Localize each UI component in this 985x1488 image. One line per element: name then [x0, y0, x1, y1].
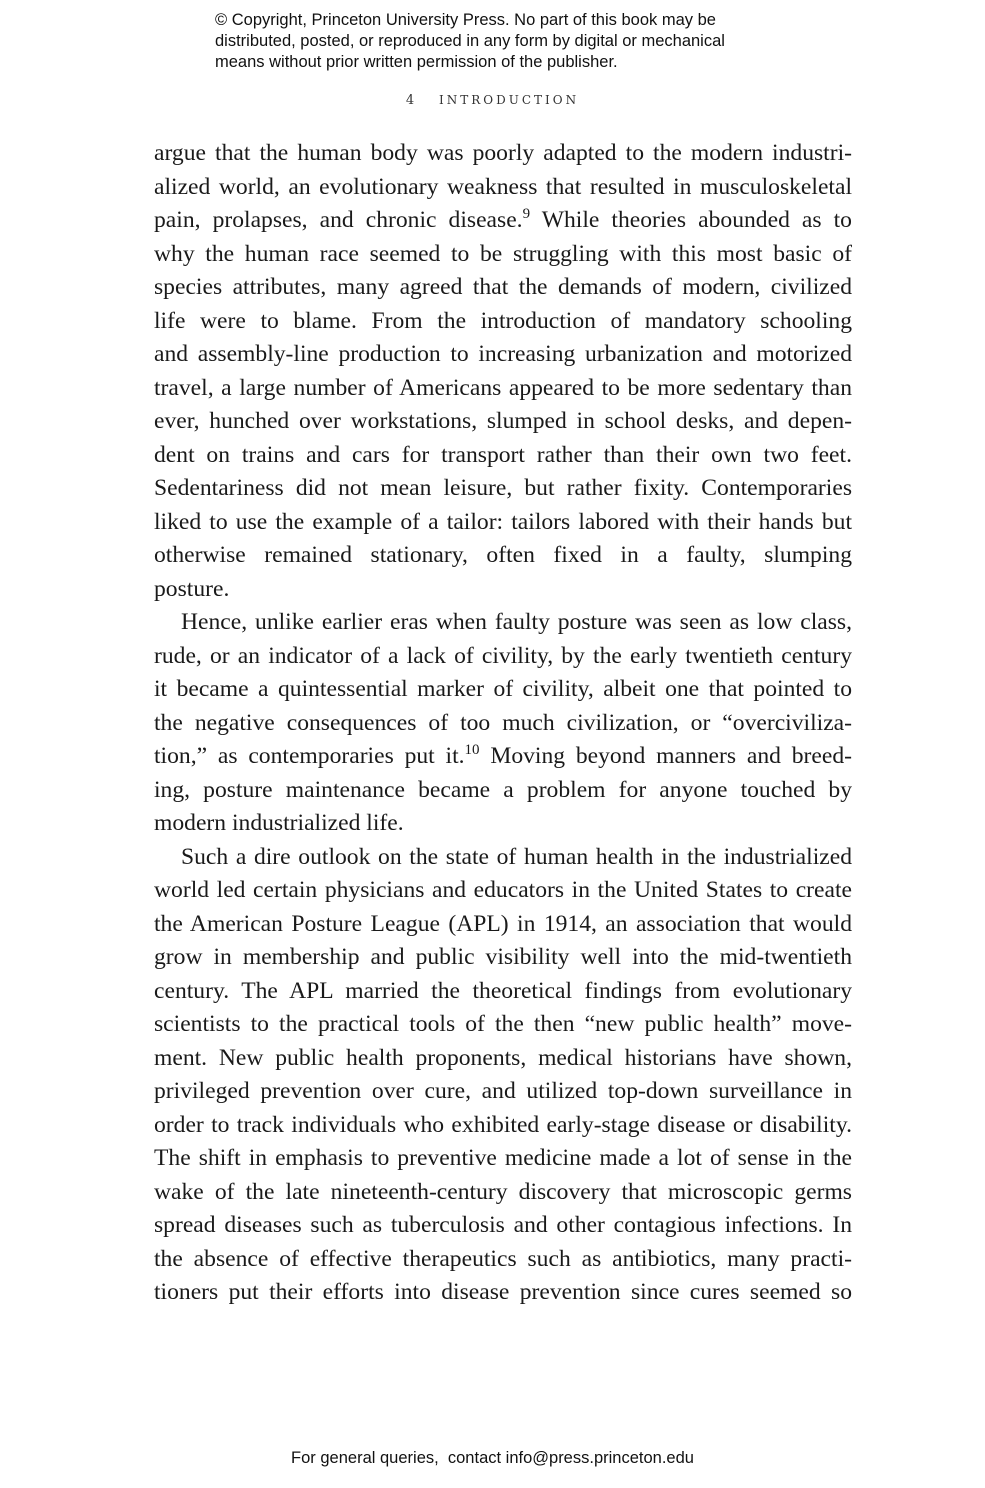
text-line: life were to blame. From the introduction of mandatory schooling: [154, 307, 852, 334]
text-line: and assembly-line production to increasing urbanization and motorized: [154, 341, 852, 367]
body-text: [154, 137, 852, 1310]
text-segment: Moving beyond manners and breed-: [490, 743, 852, 769]
text-line: tioners put their efforts into disease prevention since cures seemed so: [154, 1279, 852, 1305]
footer-contact: For general queries, contact info@press.princeton.edu: [291, 1449, 694, 1467]
text-line: modern industrialized life.: [154, 810, 404, 836]
text-line: rude, or an indicator of a lack of civility, by the early twentieth century: [154, 642, 852, 669]
text-segment: pain, prolapses, and chronic disease.: [154, 207, 523, 233]
text-line: argue that the human body was poorly adapted to the modern industri-: [154, 140, 852, 166]
text-line: The shift in emphasis to preventive medicine made a lot of sense in the: [154, 1145, 852, 1171]
text-line: travel, a large number of Americans appeared to be more sedentary than: [154, 374, 852, 401]
copyright-line: distributed, posted, or reproduced in any form by digital or mechanical: [215, 32, 725, 50]
copyright-line: © Copyright, Princeton University Press. No part of this book may be: [215, 11, 716, 29]
text-line: otherwise remained stationary, often fixed in a faulty, slumping: [154, 542, 852, 568]
text-line: wake of the late nineteenth-century discovery that microscopic germs: [154, 1178, 852, 1205]
text-line: it became a quintessential marker of civility, albeit one that pointed to: [154, 676, 852, 702]
text-line: the American Posture League (APL) in 1914, an association that would: [154, 910, 852, 937]
text-line: ever, hunched over workstations, slumped in school desks, and depen-: [154, 408, 852, 434]
text-line: liked to use the example of a tailor: tailors labored with their hands but: [154, 508, 852, 535]
text-segment: While theories abounded as to: [541, 207, 852, 233]
footnote-marker: 9: [522, 206, 531, 222]
text-line: Such a dire outlook on the state of human health in the industrialized: [181, 843, 852, 870]
running-head: [0, 93, 985, 108]
text-line: posture.: [154, 575, 230, 602]
text-segment: tion,” as contemporaries put it.: [154, 743, 465, 769]
page-number: 4: [405, 93, 415, 108]
text-line: ing, posture maintenance became a problem for anyone touched by: [154, 776, 852, 803]
text-line: grow in membership and public visibility well into the mid-twentieth: [154, 944, 852, 970]
text-line: the absence of effective therapeutics such as antibiotics, many practi-: [154, 1245, 852, 1272]
text-line: spread diseases such as tuberculosis and other contagious infections. In: [154, 1212, 852, 1238]
text-line: Sedentariness did not mean leisure, but rather fixity. Contemporaries: [154, 475, 852, 501]
text-line: century. The APL married the theoretical findings from evolutionary: [154, 977, 852, 1004]
text-line: scientists to the practical tools of the then “new public health” move-: [154, 1011, 852, 1037]
text-line: privileged prevention over cure, and utilized top-down surveillance in: [154, 1078, 852, 1104]
copyright-line: means without prior written permission of the publisher.: [215, 53, 618, 71]
text-line: the negative consequences of too much civilization, or “overciviliza-: [154, 709, 852, 736]
text-line: world led certain physicians and educators in the United States to create: [154, 877, 852, 903]
text-line: dent on trains and cars for transport rather than their own two feet.: [154, 441, 852, 468]
text-line: order to track individuals who exhibited early-stage disease or disability.: [154, 1111, 852, 1138]
footnote-marker: 10: [464, 742, 480, 758]
text-line: why the human race seemed to be struggling with this most basic of: [154, 240, 852, 267]
section-title: INTRODUCTION: [438, 93, 580, 107]
text-line: species attributes, many agreed that the demands of modern, civilized: [154, 274, 852, 300]
text-line: [154, 740, 852, 774]
text-line: [154, 204, 852, 238]
copyright-notice: [215, 10, 815, 73]
text-line: alized world, an evolutionary weakness that resulted in musculoskeletal: [154, 173, 852, 200]
text-line: ment. New public health proponents, medical historians have shown,: [154, 1044, 852, 1071]
text-line: Hence, unlike earlier eras when faulty posture was seen as low class,: [181, 609, 852, 635]
